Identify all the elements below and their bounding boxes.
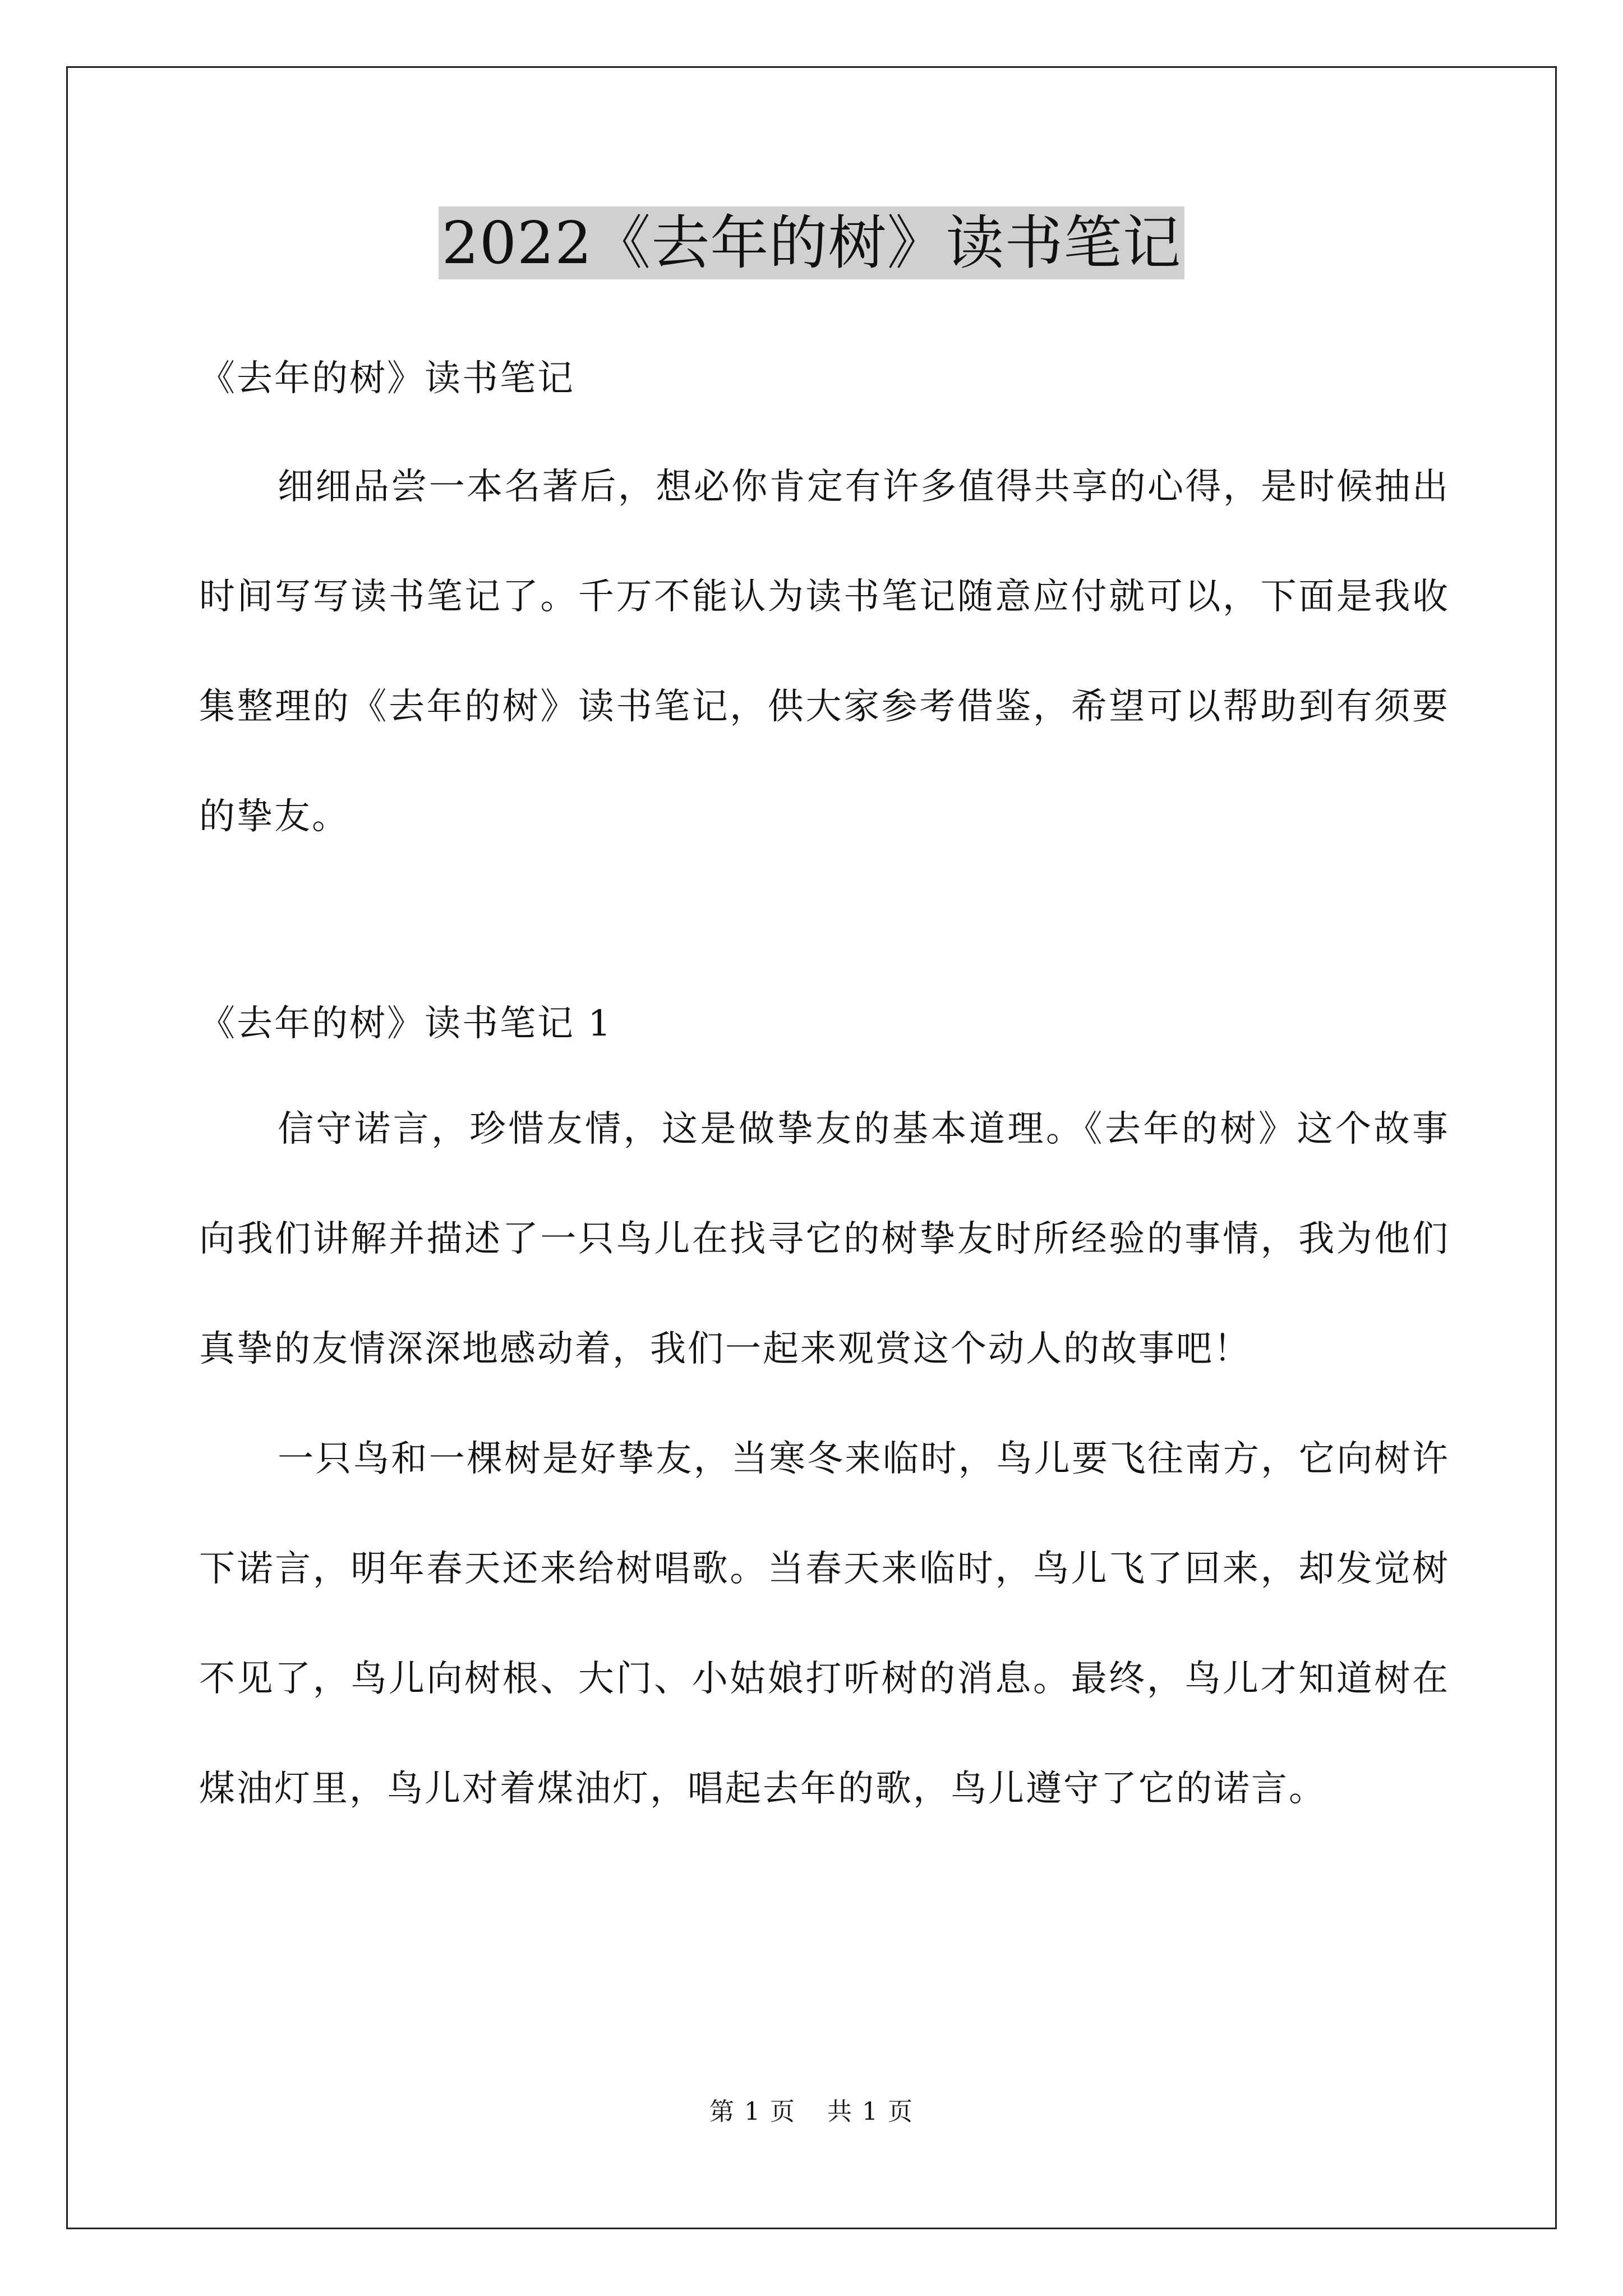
page-total: 共 1 页 xyxy=(827,2097,914,2126)
document-title: 2022《去年的树》读书笔记 xyxy=(439,206,1185,279)
section-heading: 《去年的树》读书笔记 1 xyxy=(199,1003,613,1045)
document-subtitle: 《去年的树》读书笔记 xyxy=(199,358,575,399)
subtitle-block xyxy=(199,353,1450,404)
title-container xyxy=(0,206,1623,279)
section-body xyxy=(199,1074,1450,1844)
body-paragraph-1: 信守诺言，珍惜友情，这是做挚友的基本道理。《去年的树》这个故事向我们讲解并描述了一只鸟儿在找寻它的树挚友时所经验的事情，我为他们真挚的友情深深地感动着，我们一起来观赏这个动人的故事吧！ xyxy=(199,1108,1450,1370)
intro-paragraph: 细细品尝一本名著后，想必你肯定有许多值得共享的心得，是时候抽出时间写写读书笔记了。千万不能认为读书笔记随意应付就可以，下面是我收集整理的《去年的树》读书笔记，供大家参考借鉴，希望可以帮助到有须要的挚友。 xyxy=(199,466,1450,838)
page-number: 第 1 页 xyxy=(709,2097,796,2126)
intro-block xyxy=(199,432,1450,872)
body-paragraph-2: 一只鸟和一棵树是好挚友，当寒冬来临时，鸟儿要飞往南方，它向树许下诺言，明年春天还来给树唱歌。当春天来临时，鸟儿飞了回来，却发觉树不见了，鸟儿向树根、大门、小姑娘打听树的消息。最终，鸟儿才知道树在煤油灯里，鸟儿对着煤油灯，唱起去年的歌，鸟儿遵守了它的诺言。 xyxy=(199,1438,1450,1810)
page-footer xyxy=(0,2095,1623,2129)
section-heading-block xyxy=(199,999,1450,1049)
